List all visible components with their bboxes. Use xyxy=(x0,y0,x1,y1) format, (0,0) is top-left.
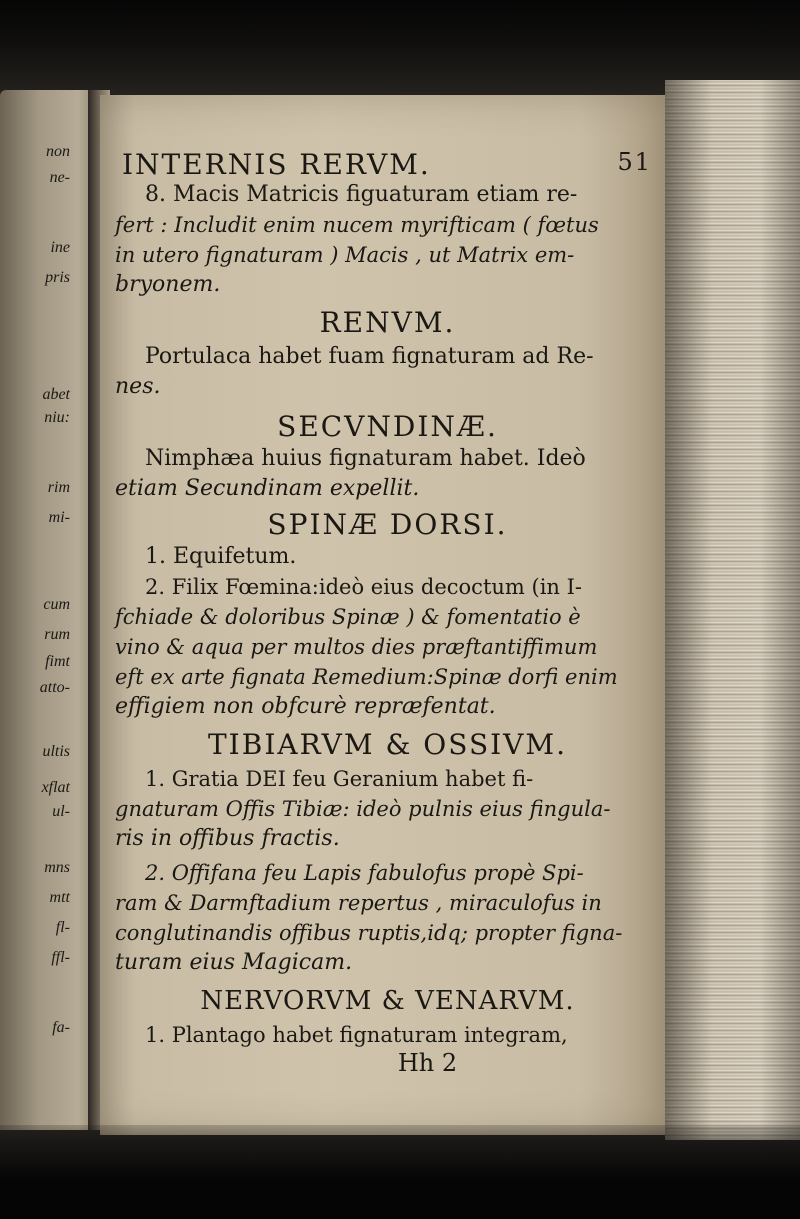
text-line: turam eius Magicam. xyxy=(115,950,353,975)
signature-mark: Hh 2 xyxy=(397,1049,458,1077)
margin-fragment: mi- xyxy=(48,509,70,526)
bottom-shadow xyxy=(0,1125,800,1219)
margin-fragment: ine xyxy=(50,239,70,256)
page-stack-shadow xyxy=(665,80,800,1140)
margin-fragment: atto- xyxy=(39,679,70,696)
text-line: fert : Includit enim nucem myrifticam ( fœtus xyxy=(115,213,599,237)
text-line: Nimphæa huius fignaturam habet. Ideò xyxy=(145,446,586,471)
margin-fragment: rim xyxy=(47,479,70,496)
text-line: Portulaca habet fuam fignaturam ad Re- xyxy=(145,344,594,369)
section-heading: SPINÆ DORSI. xyxy=(267,508,508,541)
text-line: nes. xyxy=(115,374,161,399)
margin-fragment: mns xyxy=(44,859,70,876)
running-header xyxy=(122,148,652,181)
margin-fragment: pris xyxy=(45,269,70,286)
margin-fragment: rum xyxy=(44,626,70,643)
text-line: effigiem non obfcurè repræfentat. xyxy=(115,694,496,719)
margin-fragment: non xyxy=(46,143,70,160)
text-line: ris in offibus fractis. xyxy=(115,826,340,851)
margin-fragment: ul- xyxy=(52,803,70,820)
section-heading: NERVORVM & VENARVM. xyxy=(200,986,575,1016)
text-line: gnaturam Offis Tibiæ: ideò pulnis eius fingula- xyxy=(115,797,611,821)
section-heading: RENVM. xyxy=(319,306,456,339)
margin-fragment: xflat xyxy=(41,779,70,796)
text-line: fchiade & doloribus Spinæ ) & fomentatio è xyxy=(115,605,581,629)
margin-fragment: ultis xyxy=(42,743,70,760)
text-line: ram & Darmftadium repertus , miraculofus in xyxy=(115,891,602,915)
text-line: bryonem. xyxy=(115,272,221,297)
text-line: eft ex arte fignata Remedium:Spinæ dorfi enim xyxy=(115,665,618,689)
running-title: INTERNIS RERVM. xyxy=(122,148,431,181)
margin-fragment: niu: xyxy=(44,409,70,426)
text-line: 1. Equifetum. xyxy=(145,544,297,569)
margin-fragment: ne- xyxy=(49,169,70,186)
page-number: 51 xyxy=(617,148,652,176)
margin-fragment: abet xyxy=(42,386,70,403)
text-line: 1. Plantago habet fignaturam integram, xyxy=(145,1023,568,1047)
margin-fragment: fa- xyxy=(52,1019,70,1036)
previous-page-edge xyxy=(0,90,98,1130)
text-line: 2. Filix Fœmina:ideò eius decoctum (in I- xyxy=(145,575,583,599)
text-line: 1. Gratia DEI feu Geranium habet fi- xyxy=(145,767,534,791)
margin-fragment: cum xyxy=(43,596,70,613)
text-line: in utero fignaturam ) Macis , ut Matrix em- xyxy=(115,243,575,267)
text-line: 8. Macis Matricis figuaturam etiam re- xyxy=(145,182,578,207)
margin-fragment: fimt xyxy=(45,653,70,670)
text-line: 2. Offifana feu Lapis fabulofus propè Spi- xyxy=(145,861,584,885)
text-line: conglutinandis offibus ruptis,idq; propter figna- xyxy=(115,921,623,945)
section-heading: TIBIARVM & OSSIVM. xyxy=(208,728,567,761)
margin-fragment: fl- xyxy=(55,919,70,936)
text-line: etiam Secundinam expellit. xyxy=(115,476,420,501)
section-heading: SECVNDINÆ. xyxy=(277,410,498,443)
margin-fragment: mtt xyxy=(49,889,70,906)
margin-fragment: ffl- xyxy=(51,949,70,966)
text-line: vino & aqua per multos dies præftantiffimum xyxy=(115,635,598,659)
